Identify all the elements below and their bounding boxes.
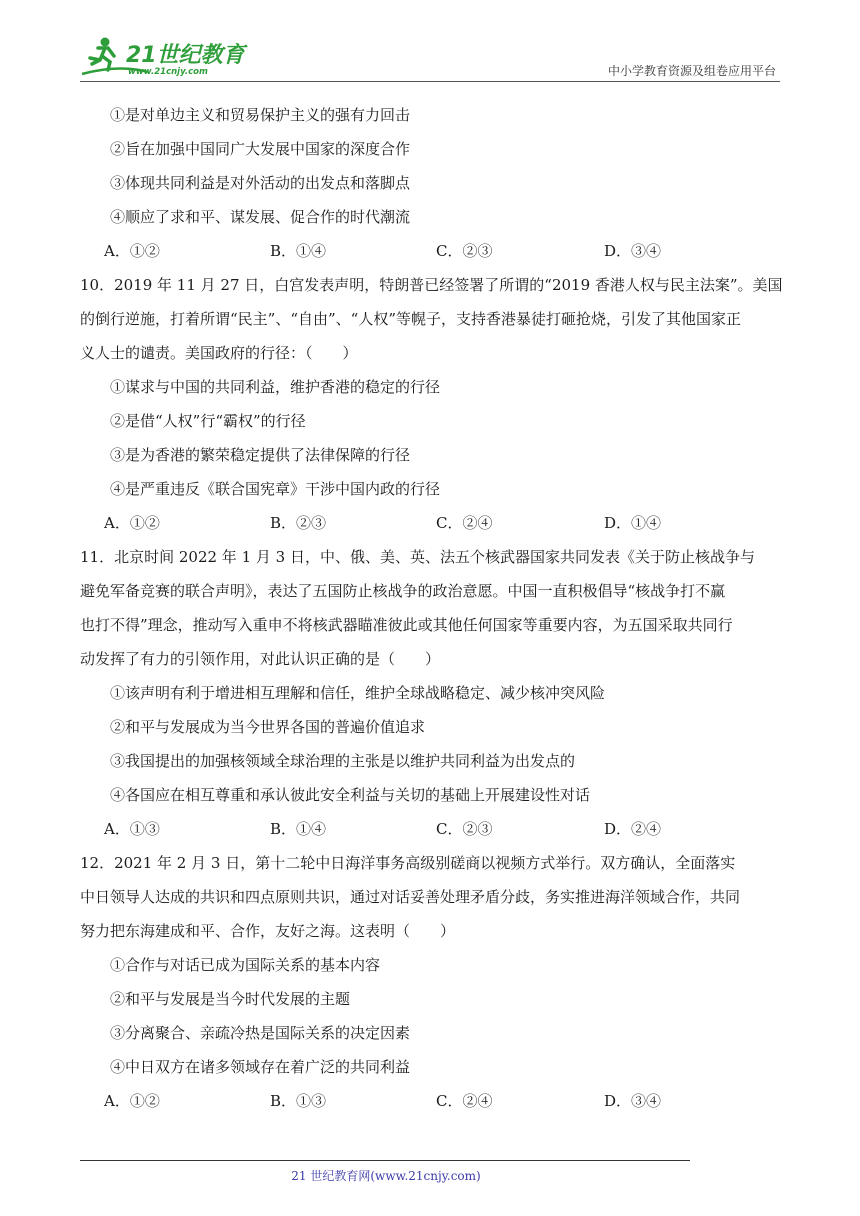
option-1: ①谋求与中国的共同利益，维护香港的稳定的行径	[110, 378, 441, 396]
question-text-line: 努力把东海建成和平、合作，友好之海。这表明（ ）	[80, 922, 456, 940]
exam-content	[80, 98, 783, 1118]
option-2: ②和平与发展成为当今世界各国的普遍价值追求	[110, 718, 426, 736]
choice-a: A．①②	[104, 514, 160, 532]
choice-b: B．①④	[270, 820, 327, 838]
option-4: ④中日双方在诸多领域存在着广泛的共同利益	[110, 1058, 411, 1076]
choice-b: B．①④	[270, 242, 327, 260]
page-header	[0, 0, 860, 82]
question-text-line: 义人士的谴责。美国政府的行径：（ ）	[80, 344, 358, 362]
question-text-line: 11．北京时间 2022 年 1 月 3 日，中、俄、美、英、法五个核武器国家共同发表《关于防止核战争与	[80, 548, 755, 566]
option-3: ③我国提出的加强核领域全球治理的主张是以维护共同利益为出发点的	[110, 752, 576, 770]
logo-runner-body	[90, 48, 114, 70]
option-3: ③体现共同利益是对外活动的出发点和落脚点	[110, 174, 411, 192]
question-9-tail	[80, 98, 780, 268]
option-4: ④是严重违反《联合国宪章》干涉中国内政的行径	[110, 480, 441, 498]
answer-choices	[80, 234, 780, 268]
option-1: ①合作与对话已成为国际关系的基本内容	[110, 956, 381, 974]
option-3: ③分离聚合、亲疏冷热是国际关系的决定因素	[110, 1024, 411, 1042]
header-platform-text: 中小学教育资源及组卷应用平台	[607, 64, 776, 78]
option-1: ①是对单边主义和贸易保护主义的强有力回击	[110, 106, 411, 124]
logo-url: www.21cnjy.com	[128, 67, 208, 77]
option-2: ②旨在加强中国同广大发展中国家的深度合作	[110, 140, 411, 158]
choice-c: C．②④	[436, 1092, 493, 1110]
logo-runner-head	[101, 38, 110, 47]
choice-c: C．②③	[436, 242, 493, 260]
choice-d: D．③④	[604, 1092, 662, 1110]
option-4: ④各国应在相互尊重和承认彼此安全利益与关切的基础上开展建设性对话	[110, 786, 591, 804]
question-11	[80, 540, 780, 846]
question-text-line: 也打不得”理念，推动写入重申不将核武器瞄准彼此或其他任何国家等重要内容，为五国采取共同行	[80, 616, 733, 634]
choice-a: A．①②	[104, 242, 160, 260]
question-text-line: 中日领导人达成的共识和四点原则共识，通过对话妥善处理矛盾分歧，务实推进海洋领域合作，共同	[80, 888, 741, 906]
choice-b: B．②③	[270, 514, 327, 532]
option-2: ②和平与发展是当今时代发展的主题	[110, 990, 351, 1008]
choice-c: C．②④	[436, 514, 493, 532]
choice-d: D．②④	[604, 820, 662, 838]
answer-choices	[80, 812, 780, 846]
question-text-line: 动发挥了有力的引领作用，对此认识正确的是（ ）	[80, 650, 441, 668]
site-logo	[78, 34, 253, 78]
answer-choices	[80, 1084, 780, 1118]
question-text-line: 的倒行逆施，打着所谓“民主”、“自由”、“人权”等幌子，支持香港暴徒打砸抢烧，引发了其他国家正	[80, 310, 742, 328]
logo-text: 21世纪教育	[126, 43, 245, 68]
choice-a: A．①③	[104, 820, 160, 838]
footer-divider	[80, 1160, 690, 1161]
header-divider	[80, 81, 780, 82]
choice-d: D．③④	[604, 242, 662, 260]
choice-c: C．②③	[436, 820, 493, 838]
option-2: ②是借“人权”行“霸权”的行径	[110, 412, 306, 430]
choice-b: B．①③	[270, 1092, 327, 1110]
question-text-line: 10．2019 年 11 月 27 日，白宫发表声明，特朗普已经签署了所谓的“2019 香港人权与民主法案”。美国	[80, 276, 783, 294]
answer-choices	[80, 506, 780, 540]
option-1: ①该声明有利于增进相互理解和信任，维护全球战略稳定、减少核冲突风险	[110, 684, 606, 702]
option-3: ③是为香港的繁荣稳定提供了法律保障的行径	[110, 446, 411, 464]
choice-a: A．①②	[104, 1092, 160, 1110]
question-12	[80, 846, 780, 1118]
option-4: ④顺应了求和平、谋发展、促合作的时代潮流	[110, 208, 411, 226]
footer-link[interactable]: 21 世纪教育网(www.21cnjy.com)	[291, 1169, 481, 1183]
question-text-line: 12．2021 年 2 月 3 日，第十二轮中日海洋事务高级别磋商以视频方式举行。双方确认，全面落实	[80, 854, 736, 872]
question-10	[80, 268, 783, 540]
question-text-line: 避免军备竞赛的联合声明》，表达了五国防止核战争的政治意愿。中国一直积极倡导“核战争打不赢	[80, 582, 726, 600]
choice-d: D．①④	[604, 514, 662, 532]
